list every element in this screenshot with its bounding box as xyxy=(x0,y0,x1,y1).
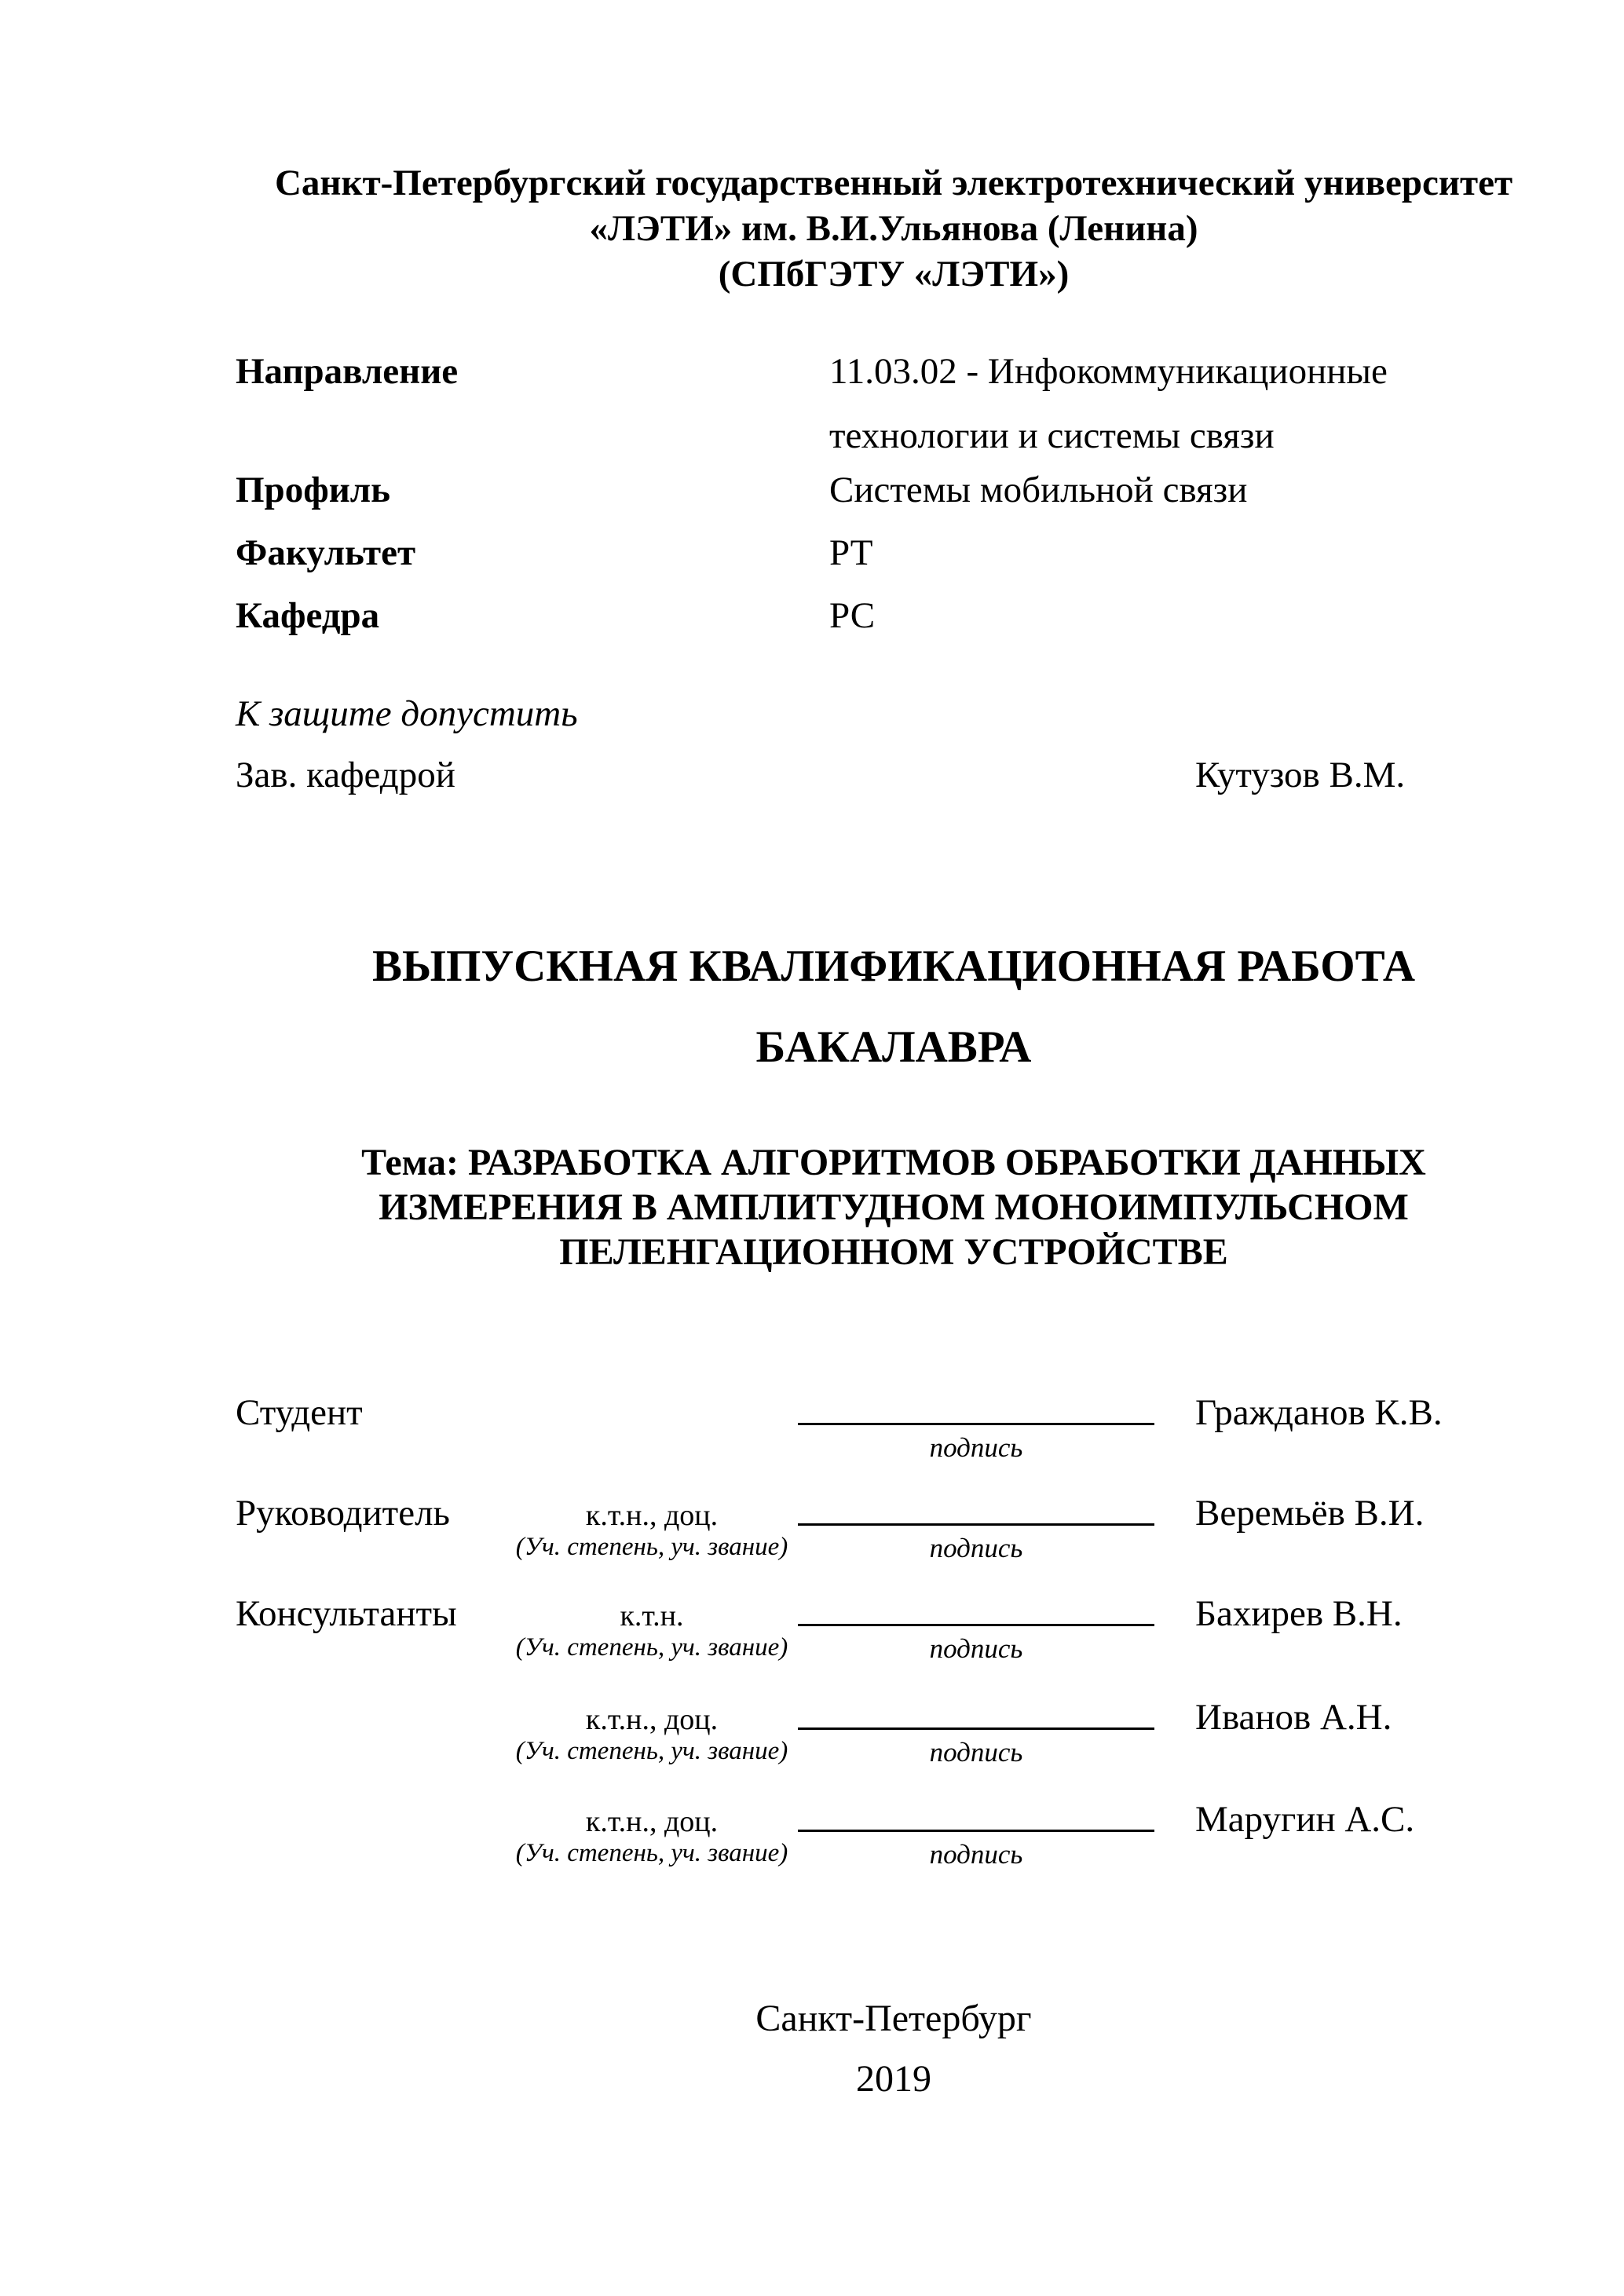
signature-row-consultant-2 xyxy=(0,1696,1624,1798)
theme-line1: Тема: РАЗРАБОТКА АЛГОРИТМОВ ОБРАБОТКИ ДАННЫХ xyxy=(361,1142,1426,1183)
department-head-name: Кутузов В.М. xyxy=(1195,755,1406,795)
signature-line xyxy=(798,1624,1154,1626)
degree-title: к.т.н., доц. xyxy=(585,1703,719,1736)
department-label: Кафедра xyxy=(236,595,380,636)
degree-title: к.т.н. xyxy=(620,1600,684,1632)
university-name-line2: «ЛЭТИ» им. В.И.Ульянова (Ленина) xyxy=(589,208,1198,249)
footer-city: Санкт-Петербург xyxy=(755,1998,1032,2039)
work-title-line1: ВЫПУСКНАЯ КВАЛИФИКАЦИОННАЯ РАБОТА xyxy=(371,941,1415,991)
admission-statement: К защите допустить xyxy=(236,693,578,734)
person-name: Веремьёв В.И. xyxy=(1195,1493,1425,1534)
role-label: Студент xyxy=(236,1392,363,1433)
signature-caption: подпись xyxy=(929,1633,1023,1664)
university-name-line1: Санкт-Петербургский государственный электротехнический университет xyxy=(274,163,1513,203)
faculty-value: РТ xyxy=(829,532,873,573)
department-head-label: Зав. кафедрой xyxy=(236,755,455,795)
person-name: Бахирев В.Н. xyxy=(1195,1593,1403,1634)
degree-caption: (Уч. степень, уч. звание) xyxy=(515,1533,788,1561)
theme-line3: ПЕЛЕНГАЦИОННОМ УСТРОЙСТВЕ xyxy=(559,1231,1228,1273)
person-name: Маругин А.С. xyxy=(1195,1799,1415,1840)
signature-line xyxy=(798,1423,1154,1425)
signature-caption: подпись xyxy=(929,1432,1023,1463)
person-name: Иванов А.Н. xyxy=(1195,1697,1392,1738)
profile-label: Профиль xyxy=(236,470,391,510)
signature-caption: подпись xyxy=(929,1533,1023,1563)
thesis-theme xyxy=(236,1140,1552,1274)
signature-line xyxy=(798,1727,1154,1730)
signature-caption: подпись xyxy=(929,1839,1023,1870)
direction-value-line1: 11.03.02 - Инфокоммуникационные xyxy=(829,351,1388,392)
signature-row-consultant-1 xyxy=(0,1592,1624,1695)
signature-caption: подпись xyxy=(929,1737,1023,1768)
signature-row-student xyxy=(0,1391,1624,1493)
theme-line2: ИЗМЕРЕНИЯ В АМПЛИТУДНОМ МОНОИМПУЛЬСНОМ xyxy=(379,1186,1409,1228)
work-title-line2: БАКАЛАВРА xyxy=(755,1022,1032,1072)
direction-label: Направление xyxy=(236,351,459,392)
department-value: РС xyxy=(829,595,876,636)
signature-row-consultant-3 xyxy=(0,1798,1624,1900)
person-name: Гражданов К.В. xyxy=(1195,1392,1443,1433)
profile-value: Системы мобильной связи xyxy=(829,470,1248,510)
signature-line xyxy=(798,1830,1154,1832)
role-label: Консультанты xyxy=(236,1593,457,1634)
role-label: Руководитель xyxy=(236,1493,450,1534)
university-header xyxy=(236,160,1552,297)
degree-caption: (Уч. степень, уч. звание) xyxy=(515,1737,788,1765)
footer-year: 2019 xyxy=(856,2058,931,2100)
signature-line xyxy=(798,1523,1154,1526)
university-abbreviation: (СПбГЭТУ «ЛЭТИ») xyxy=(718,254,1070,294)
degree-title: к.т.н., доц. xyxy=(585,1805,719,1838)
degree-caption: (Уч. степень, уч. звание) xyxy=(515,1839,788,1867)
degree-title: к.т.н., доц. xyxy=(585,1499,719,1532)
direction-value-line2: технологии и системы связи xyxy=(829,415,1275,456)
degree-caption: (Уч. степень, уч. звание) xyxy=(515,1633,788,1662)
faculty-label: Факультет xyxy=(236,532,416,573)
signature-row-supervisor xyxy=(0,1492,1624,1594)
